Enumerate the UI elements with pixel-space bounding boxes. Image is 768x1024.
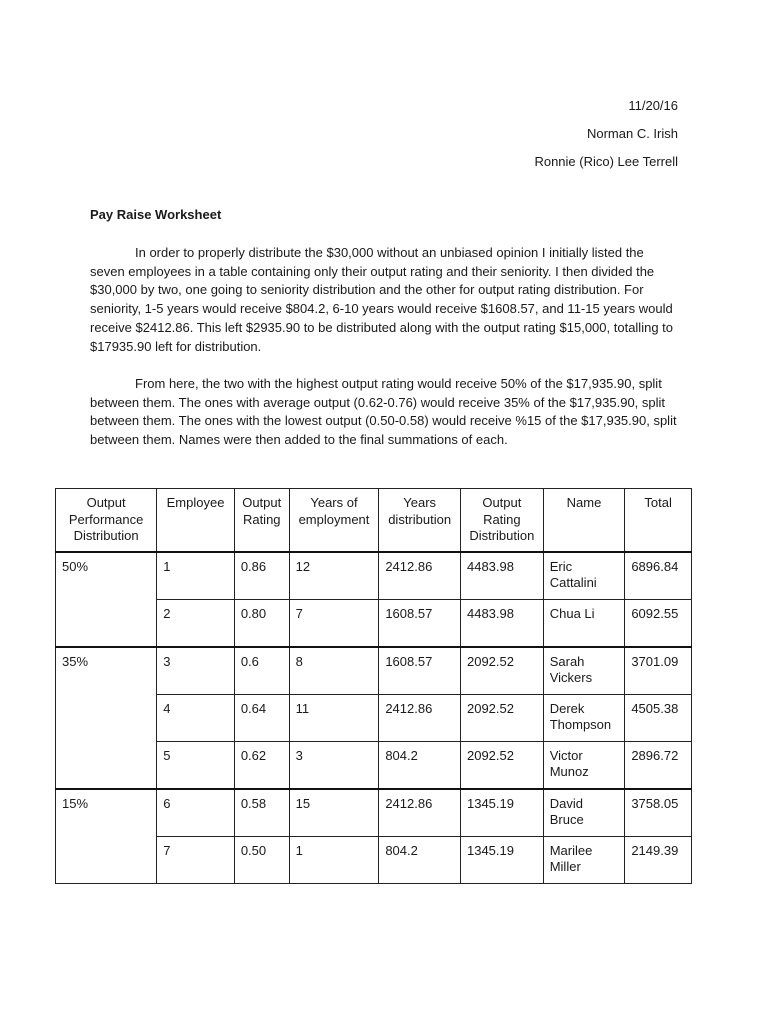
header-years-of-employment: Years of employment xyxy=(289,489,379,552)
header-name: Name xyxy=(543,489,625,552)
cell-years-distribution: 1608.57 xyxy=(379,599,461,647)
cell-output-rating: 0.58 xyxy=(234,789,289,837)
cell-years-employment: 3 xyxy=(289,741,379,789)
cell-years-employment: 1 xyxy=(289,836,379,883)
cell-output-rating: 0.6 xyxy=(234,647,289,695)
author-name-1: Norman C. Irish xyxy=(586,126,678,141)
cell-years-distribution: 2412.86 xyxy=(379,552,461,600)
cell-output-rating-distribution: 2092.52 xyxy=(460,694,543,741)
cell-years-employment: 11 xyxy=(289,694,379,741)
cell-output-rating-distribution: 2092.52 xyxy=(460,647,543,695)
cell-total: 6092.55 xyxy=(625,599,692,647)
cell-employee: 1 xyxy=(157,552,235,600)
cell-employee: 3 xyxy=(157,647,235,695)
cell-output-rating: 0.86 xyxy=(234,552,289,600)
paragraph-1: In order to properly distribute the $30,000 without an unbiased opinion I initially listed the seven employees in a table containing only their output rating and their seniority. I then divided the $30,000 by two, one going to seniority distribution and the other for output rating distribution. For seniority, 1-5 years would receive $804.2, 6-10 years would receive $1608.57, and 11-15 years would receive $2412.86. This left $2935.90 to be distributed along with the output rating $15,000, totalling to $17935.90 left for distribution. xyxy=(90,245,674,354)
table-row xyxy=(56,647,692,695)
header-total: Total xyxy=(625,489,692,552)
header-years-distribution: Years distribution xyxy=(379,489,461,552)
header-output-rating: Output Rating xyxy=(234,489,289,552)
cell-name: Chua Li xyxy=(543,599,625,647)
cell-name: Marilee Miller xyxy=(543,836,625,883)
cell-output-rating: 0.50 xyxy=(234,836,289,883)
cell-years-employment: 15 xyxy=(289,789,379,837)
cell-output-rating-distribution: 4483.98 xyxy=(460,552,543,600)
cell-years-distribution: 2412.86 xyxy=(379,694,461,741)
cell-name: Derek Thompson xyxy=(543,694,625,741)
cell-output-rating-distribution: 4483.98 xyxy=(460,599,543,647)
cell-output-rating-distribution: 1345.19 xyxy=(460,789,543,837)
cell-output-rating: 0.62 xyxy=(234,741,289,789)
table-row xyxy=(56,789,692,837)
header-output-rating-distribution: Output Rating Distribution xyxy=(460,489,543,552)
table-row xyxy=(56,552,692,600)
document-header xyxy=(534,92,678,176)
cell-years-employment: 8 xyxy=(289,647,379,695)
cell-total: 3701.09 xyxy=(625,647,692,695)
paragraph-2: From here, the two with the highest output rating would receive 50% of the $17,935.90, split between them. The ones with average output (0.62-0.76) would receive 35% of the $17,935.90, split between them. The ones with the lowest output (0.50-0.58) would receive %15 of the $17,935.90, split between them. Names were then added to the final summations of each. xyxy=(90,376,677,448)
cell-total: 4505.38 xyxy=(625,694,692,741)
cell-employee: 6 xyxy=(157,789,235,837)
cell-total: 2896.72 xyxy=(625,741,692,789)
cell-name: David Bruce xyxy=(543,789,625,837)
cell-name: Victor Munoz xyxy=(543,741,625,789)
cell-employee: 5 xyxy=(157,741,235,789)
cell-output-rating-distribution: 1345.19 xyxy=(460,836,543,883)
cell-employee: 7 xyxy=(157,836,235,883)
group-label-15: 15% xyxy=(56,789,157,884)
cell-employee: 4 xyxy=(157,694,235,741)
document-title: Pay Raise Worksheet xyxy=(90,207,222,222)
cell-years-distribution: 2412.86 xyxy=(379,789,461,837)
cell-name: Eric Cattalini xyxy=(543,552,625,600)
author-name-2: Ronnie (Rico) Lee Terrell xyxy=(534,154,678,169)
document-date: 11/20/16 xyxy=(628,98,678,113)
table-header-row xyxy=(56,489,692,552)
group-label-50: 50% xyxy=(56,552,157,647)
cell-years-distribution: 804.2 xyxy=(379,741,461,789)
cell-output-rating-distribution: 2092.52 xyxy=(460,741,543,789)
cell-years-distribution: 804.2 xyxy=(379,836,461,883)
group-label-35: 35% xyxy=(56,647,157,789)
cell-employee: 2 xyxy=(157,599,235,647)
cell-years-employment: 7 xyxy=(289,599,379,647)
header-output-performance-distribution: Output Performance Distribution xyxy=(56,489,157,552)
cell-output-rating: 0.80 xyxy=(234,599,289,647)
cell-total: 3758.05 xyxy=(625,789,692,837)
cell-total: 6896.84 xyxy=(625,552,692,600)
cell-years-distribution: 1608.57 xyxy=(379,647,461,695)
cell-total: 2149.39 xyxy=(625,836,692,883)
pay-raise-table xyxy=(55,488,692,884)
header-employee: Employee xyxy=(157,489,235,552)
cell-output-rating: 0.64 xyxy=(234,694,289,741)
cell-years-employment: 12 xyxy=(289,552,379,600)
cell-name: Sarah Vickers xyxy=(543,647,625,695)
